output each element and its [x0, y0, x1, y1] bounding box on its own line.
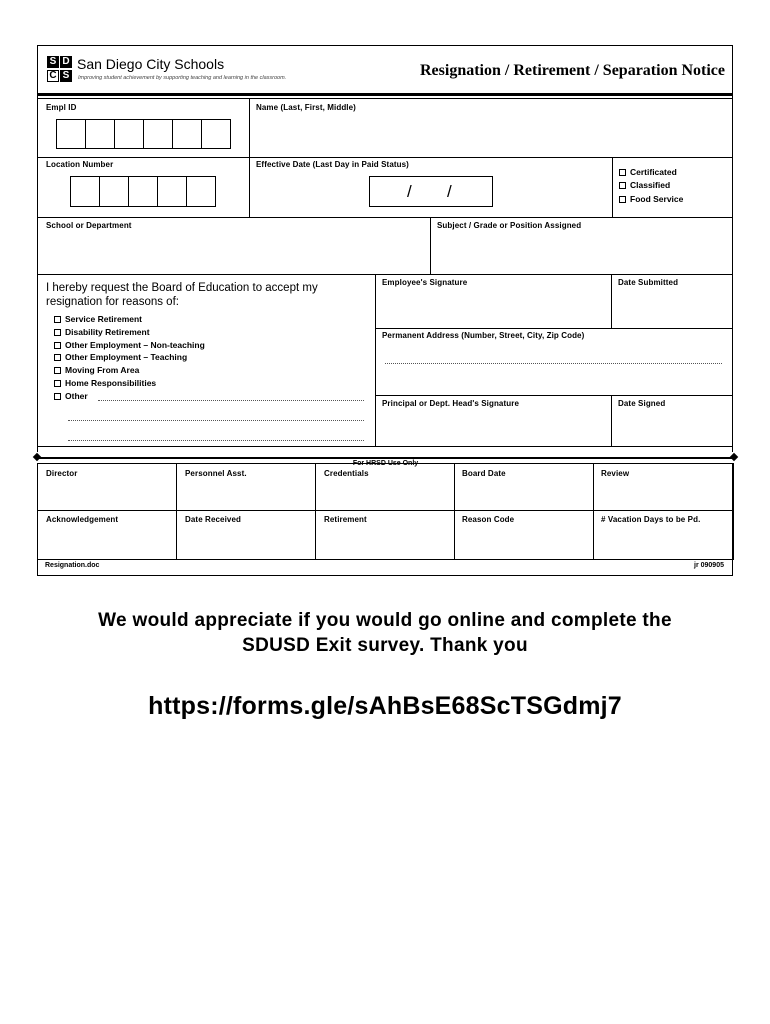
request-text-line2: resignation for reasons of:: [46, 296, 179, 308]
location-number-label: Location Number: [46, 160, 114, 169]
sdcs-logo: [47, 56, 73, 83]
hrsd-cell-label: Reason Code: [462, 515, 515, 524]
survey-link[interactable]: https://forms.gle/sAhBsE68ScTSGdmj7: [148, 692, 622, 720]
org-name: San Diego City Schools: [77, 56, 225, 72]
reason-option[interactable]: Other Employment – Non-teaching: [54, 340, 205, 350]
doc-code: jr 090905: [694, 562, 724, 569]
subject-grade-label: Subject / Grade or Position Assigned: [437, 221, 582, 230]
subject-grade-field[interactable]: [431, 232, 731, 272]
date-signed-label: Date Signed: [618, 399, 666, 408]
header-rule-thin: [38, 98, 732, 99]
hrsd-cell-label: Credentials: [324, 469, 369, 478]
employee-signature-label: Employee's Signature: [382, 278, 468, 287]
survey-message-line1: We would appreciate if you would go online and complete the: [98, 610, 672, 631]
principal-signature-label: Principal or Dept. Head's Signature: [382, 399, 519, 408]
checkbox[interactable]: [54, 354, 61, 361]
empl-id-boxes[interactable]: [56, 119, 231, 149]
header-rule: [38, 93, 732, 96]
hrsd-cell-label: Review: [601, 469, 630, 478]
logo-letter: D: [60, 56, 72, 68]
status-option[interactable]: Certificated: [619, 167, 677, 177]
checkbox[interactable]: [54, 367, 61, 374]
checkbox[interactable]: [54, 393, 61, 400]
checkbox[interactable]: [619, 182, 626, 189]
form-title: Resignation / Retirement / Separation Notice: [420, 62, 725, 79]
name-label: Name (Last, First, Middle): [256, 103, 356, 112]
school-department-label: School or Department: [46, 221, 132, 230]
other-reason-line[interactable]: [68, 420, 364, 421]
hrsd-cell-label: Board Date: [462, 469, 506, 478]
hrsd-cell-label: # Vacation Days to be Pd.: [601, 515, 701, 524]
other-reason-line[interactable]: [98, 400, 364, 401]
name-field[interactable]: [250, 114, 732, 156]
school-department-field[interactable]: [39, 232, 429, 272]
date-submitted-field[interactable]: [612, 288, 732, 326]
hrsd-cell-label: Date Received: [185, 515, 241, 524]
hrsd-cell-label: Retirement: [324, 515, 367, 524]
hrsd-cell-label: Personnel Asst.: [185, 469, 247, 478]
reason-option[interactable]: Other: [54, 391, 88, 401]
doc-name: Resignation.doc: [45, 562, 100, 569]
location-number-boxes[interactable]: [70, 176, 216, 207]
checkbox[interactable]: [619, 169, 626, 176]
org-tagline: Improving student achievement by supporting teaching and learning in the classroom.: [78, 75, 287, 81]
reason-option[interactable]: Service Retirement: [54, 314, 142, 324]
address-line[interactable]: [385, 363, 722, 364]
employee-signature-field[interactable]: [376, 288, 610, 326]
checkbox[interactable]: [619, 196, 626, 203]
logo-letter: C: [47, 70, 59, 82]
checkbox[interactable]: [54, 380, 61, 387]
survey-message-line2: SDUSD Exit survey. Thank you: [242, 635, 528, 656]
hrsd-cell-label: Director: [46, 469, 78, 478]
principal-signature-field[interactable]: [376, 408, 610, 444]
hrsd-table: [37, 463, 734, 560]
status-option[interactable]: Classified: [619, 180, 670, 190]
other-reason-line[interactable]: [68, 440, 364, 441]
effective-date-label: Effective Date (Last Day in Paid Status): [256, 160, 409, 169]
reason-option[interactable]: Disability Retirement: [54, 327, 150, 337]
checkbox[interactable]: [54, 329, 61, 336]
reason-option[interactable]: Other Employment – Teaching: [54, 352, 187, 362]
effective-date-field[interactable]: [369, 176, 493, 207]
hrsd-label: For HRSD Use Only: [349, 460, 422, 467]
permanent-address-label: Permanent Address (Number, Street, City, Zip Code): [382, 331, 585, 340]
status-option[interactable]: Food Service: [619, 194, 683, 204]
empl-id-label: Empl ID: [46, 103, 77, 112]
reason-option[interactable]: Moving From Area: [54, 365, 139, 375]
hrsd-cell-label: Acknowledgement: [46, 515, 119, 524]
date-signed-field[interactable]: [612, 408, 732, 444]
date-submitted-label: Date Submitted: [618, 278, 679, 287]
logo-letter: S: [60, 70, 72, 82]
logo-letter: S: [47, 56, 59, 68]
date-slash: /: [407, 182, 412, 201]
request-text-line1: I hereby request the Board of Education to accept my: [46, 282, 318, 294]
checkbox[interactable]: [54, 342, 61, 349]
date-slash: /: [447, 182, 452, 201]
reason-option[interactable]: Home Responsibilities: [54, 378, 156, 388]
checkbox[interactable]: [54, 316, 61, 323]
